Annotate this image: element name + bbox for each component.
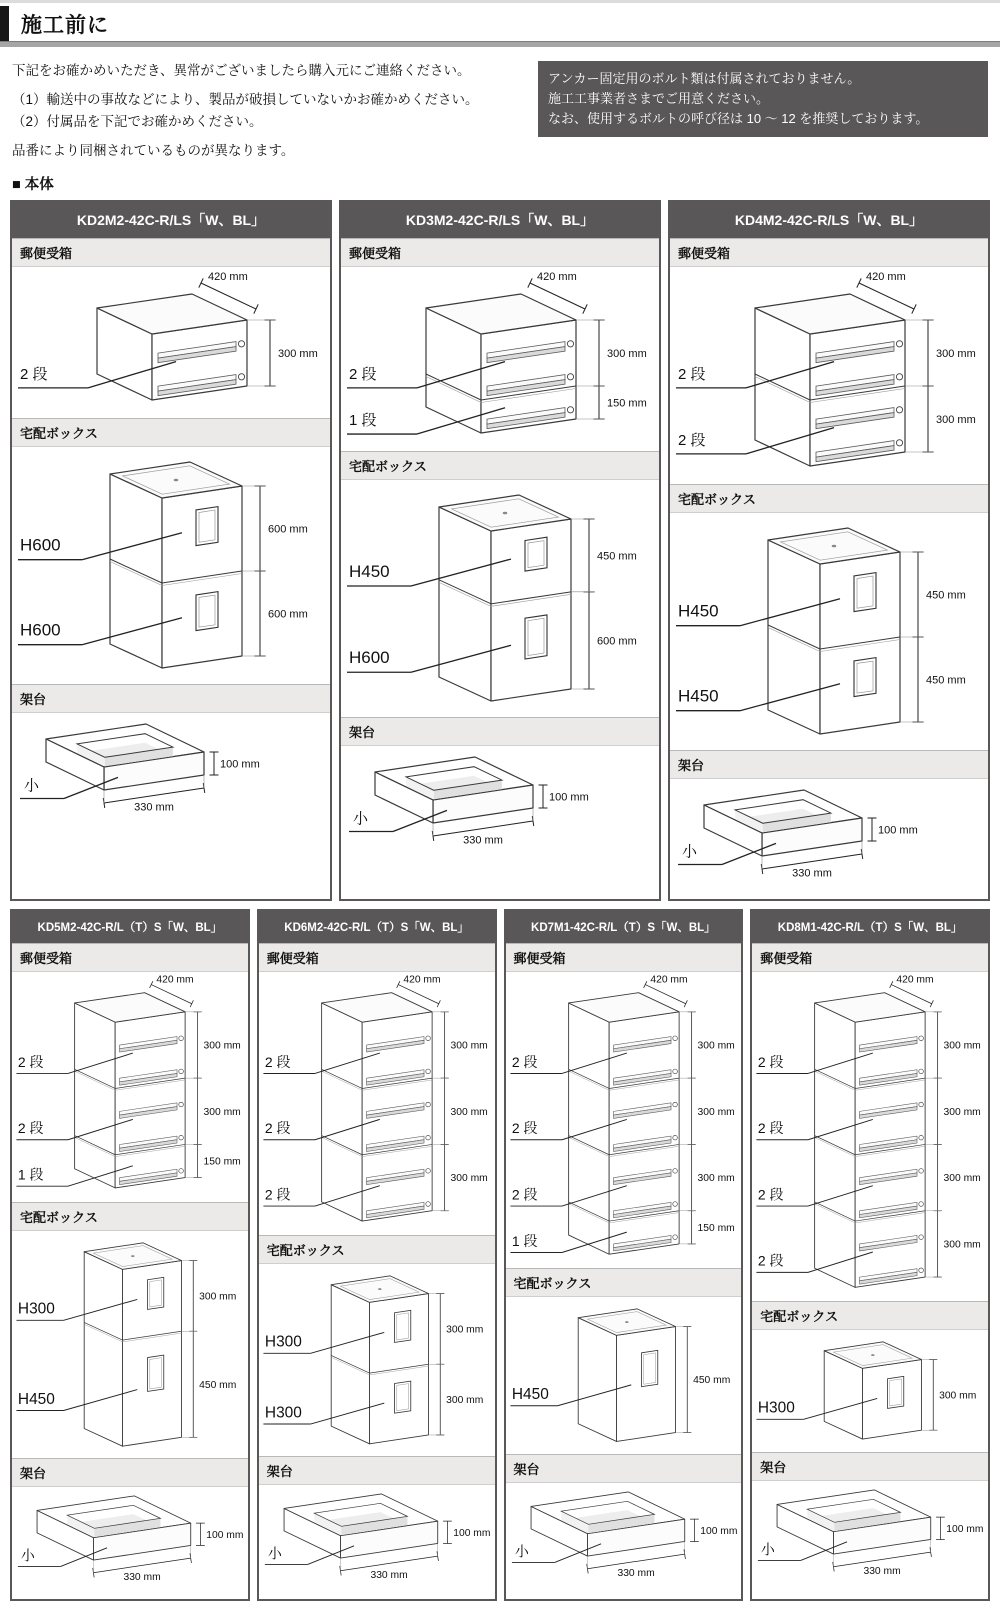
product-card (10, 200, 332, 901)
svg-text:300 mm: 300 mm (450, 1040, 488, 1052)
svg-text:2 段: 2 段 (511, 1186, 538, 1203)
stand-diagram (752, 1484, 988, 1591)
svg-text:H600: H600 (349, 648, 390, 668)
svg-text:300 mm: 300 mm (697, 1173, 735, 1185)
notice-line: 施工工事業者さまでご用意ください。 (548, 91, 770, 107)
mailbox-section-label: 郵便受箱 (752, 943, 988, 972)
stand-section-label: 架台 (12, 1458, 248, 1487)
svg-text:420 mm: 420 mm (156, 975, 194, 986)
svg-text:H300: H300 (264, 1404, 302, 1422)
svg-text:300 mm: 300 mm (607, 348, 647, 361)
svg-text:H450: H450 (17, 1390, 55, 1408)
stand-diagram (12, 1490, 248, 1597)
stand-section-label: 架台 (506, 1454, 742, 1483)
svg-text:300 mm: 300 mm (943, 1040, 981, 1052)
product-card (750, 909, 990, 1601)
mailbox-section-label: 郵便受箱 (259, 943, 495, 972)
mailbox-diagram (12, 975, 248, 1200)
svg-text:2 段: 2 段 (20, 366, 48, 384)
svg-text:450 mm: 450 mm (926, 589, 966, 602)
stand-section-label: 架台 (12, 684, 330, 713)
svg-text:420 mm: 420 mm (403, 975, 441, 986)
svg-text:2 段: 2 段 (758, 1252, 784, 1269)
svg-text:小: 小 (353, 810, 369, 828)
svg-text:420 mm: 420 mm (537, 271, 577, 284)
page-title: 施工前に (21, 14, 109, 37)
intro-line: （1）輸送中の事故などにより、製品が破損していないかお確かめください。 (12, 91, 479, 107)
svg-text:H600: H600 (20, 535, 61, 555)
stand-section-label: 架台 (752, 1452, 988, 1481)
delivery-section-body (259, 1264, 495, 1456)
intro-line: （2）付属品を下記でお確かめください。 (12, 114, 263, 130)
svg-text:2 段: 2 段 (17, 1120, 44, 1137)
svg-text:150 mm: 150 mm (697, 1223, 735, 1235)
product-card (10, 909, 250, 1601)
stand-diagram (670, 782, 990, 897)
stand-section-label: 架台 (341, 717, 659, 746)
svg-text:450 mm: 450 mm (926, 674, 966, 687)
mailbox-section-body (506, 972, 742, 1268)
intro-row (12, 61, 988, 163)
svg-text:H300: H300 (17, 1300, 55, 1318)
svg-text:300 mm: 300 mm (450, 1107, 488, 1119)
intro-text (12, 61, 520, 163)
svg-text:420 mm: 420 mm (866, 271, 906, 284)
delivery-section-label: 宅配ボックス (12, 1202, 248, 1231)
product-model-header: KD5M2-42C-R/L（T）S「W、BL」 (12, 911, 248, 943)
svg-text:100 mm: 100 mm (452, 1528, 491, 1540)
svg-text:420 mm: 420 mm (208, 271, 248, 284)
svg-text:150 mm: 150 mm (203, 1156, 241, 1168)
intro-line: 品番により同梱されているものが異なります。 (12, 142, 295, 158)
svg-text:330 mm: 330 mm (863, 1565, 901, 1577)
svg-text:330 mm: 330 mm (616, 1568, 655, 1580)
svg-text:2 段: 2 段 (758, 1120, 784, 1137)
notice-line: アンカー固定用のボルト類は付属されておりません。 (548, 71, 861, 86)
section-heading: ■ 本体 (12, 177, 54, 194)
product-model-header: KD3M2-42C-R/LS「W、BL」 (341, 202, 659, 238)
svg-text:300 mm: 300 mm (445, 1395, 484, 1407)
stand-diagram (506, 1486, 742, 1593)
svg-text:300 mm: 300 mm (939, 1390, 977, 1402)
svg-text:600 mm: 600 mm (268, 608, 308, 621)
svg-text:100 mm: 100 mm (206, 1530, 244, 1542)
product-model-header: KD8M1-42C-R/L（T）S「W、BL」 (752, 911, 988, 943)
product-card (257, 909, 497, 1601)
svg-text:300 mm: 300 mm (278, 348, 318, 361)
svg-text:H300: H300 (758, 1400, 796, 1418)
delivery-section-label: 宅配ボックス (259, 1235, 495, 1264)
stand-section-body (506, 1483, 742, 1599)
svg-text:小: 小 (267, 1545, 282, 1562)
svg-text:420 mm: 420 mm (649, 975, 688, 986)
svg-text:H450: H450 (511, 1386, 549, 1404)
svg-text:小: 小 (20, 1547, 35, 1564)
delivery-box-diagram (506, 1300, 742, 1452)
product-card (339, 200, 661, 901)
delivery-section-body (341, 480, 659, 717)
svg-text:150 mm: 150 mm (607, 397, 647, 410)
svg-text:小: 小 (514, 1543, 529, 1560)
mailbox-section-label: 郵便受箱 (12, 943, 248, 972)
delivery-section-label: 宅配ボックス (670, 484, 988, 513)
svg-text:300 mm: 300 mm (936, 414, 976, 427)
svg-text:100 mm: 100 mm (878, 824, 918, 837)
svg-text:小: 小 (682, 843, 698, 861)
intro-line: 下記をお確かめいただき、異常がございましたら購入元にご連絡ください。 (12, 63, 471, 78)
svg-text:100 mm: 100 mm (549, 791, 589, 804)
svg-text:2 段: 2 段 (349, 366, 377, 384)
notice-line: なお、使用するボルトの呼び径は 10 ～ 12 を推奨しております。 (548, 111, 929, 127)
stand-section-body (752, 1481, 988, 1599)
stand-section-label: 架台 (670, 750, 988, 779)
product-card (668, 200, 990, 901)
stand-section-body (259, 1485, 495, 1599)
svg-text:小: 小 (24, 777, 40, 795)
delivery-section-body (506, 1297, 742, 1454)
mailbox-section-label: 郵便受箱 (12, 238, 330, 267)
delivery-box-diagram (259, 1267, 495, 1454)
svg-text:2 段: 2 段 (264, 1054, 291, 1071)
mailbox-section-label: 郵便受箱 (506, 943, 742, 972)
delivery-box-diagram (12, 1234, 248, 1456)
svg-text:100 mm: 100 mm (220, 758, 260, 771)
product-model-header: KD6M2-42C-R/L（T）S「W、BL」 (259, 911, 495, 943)
product-card (504, 909, 744, 1601)
svg-text:450 mm: 450 mm (692, 1375, 730, 1387)
mailbox-section-body (12, 972, 248, 1202)
svg-text:330 mm: 330 mm (463, 834, 503, 847)
svg-text:420 mm: 420 mm (896, 975, 934, 986)
stand-diagram (341, 749, 661, 864)
svg-text:H450: H450 (678, 601, 719, 621)
product-row-2 (10, 909, 990, 1601)
svg-text:300 mm: 300 mm (445, 1324, 484, 1336)
svg-text:600 mm: 600 mm (268, 523, 308, 536)
mailbox-diagram (341, 270, 661, 449)
svg-text:H450: H450 (678, 686, 719, 706)
svg-text:300 mm: 300 mm (697, 1040, 735, 1052)
delivery-section-label: 宅配ボックス (752, 1301, 988, 1330)
svg-text:1 段: 1 段 (17, 1166, 44, 1183)
svg-text:330 mm: 330 mm (370, 1570, 408, 1582)
product-model-header: KD2M2-42C-R/LS「W、BL」 (12, 202, 330, 238)
svg-text:1 段: 1 段 (349, 412, 377, 430)
svg-text:600 mm: 600 mm (597, 635, 637, 648)
svg-text:300 mm: 300 mm (943, 1107, 981, 1119)
stand-diagram (259, 1488, 495, 1595)
svg-text:2 段: 2 段 (264, 1186, 291, 1203)
mailbox-diagram (752, 975, 988, 1299)
svg-text:2 段: 2 段 (17, 1054, 44, 1071)
svg-text:300 mm: 300 mm (450, 1173, 488, 1185)
title-underline (0, 41, 1000, 47)
svg-text:300 mm: 300 mm (199, 1291, 237, 1303)
svg-text:330 mm: 330 mm (123, 1572, 161, 1584)
svg-text:300 mm: 300 mm (203, 1107, 241, 1119)
svg-text:300 mm: 300 mm (936, 348, 976, 361)
mailbox-section-body (12, 267, 330, 418)
svg-text:300 mm: 300 mm (697, 1107, 735, 1119)
svg-text:100 mm: 100 mm (946, 1523, 984, 1535)
svg-text:330 mm: 330 mm (792, 867, 832, 880)
svg-text:450 mm: 450 mm (199, 1379, 237, 1391)
mailbox-diagram (506, 975, 742, 1266)
notice-box (538, 61, 988, 137)
svg-text:1 段: 1 段 (511, 1233, 538, 1250)
stand-diagram (12, 716, 332, 831)
stand-section-label: 架台 (259, 1456, 495, 1485)
svg-text:2 段: 2 段 (511, 1054, 538, 1071)
delivery-section-label: 宅配ボックス (341, 451, 659, 480)
svg-text:2 段: 2 段 (678, 432, 706, 450)
delivery-box-diagram (752, 1333, 988, 1449)
delivery-section-body (12, 1231, 248, 1458)
svg-text:2 段: 2 段 (264, 1120, 291, 1137)
stand-section-body (12, 1487, 248, 1599)
delivery-section-body (12, 447, 330, 684)
mailbox-diagram (670, 270, 990, 482)
mailbox-diagram (259, 975, 495, 1233)
svg-text:300 mm: 300 mm (943, 1173, 981, 1185)
svg-text:300 mm: 300 mm (203, 1040, 241, 1052)
svg-text:2 段: 2 段 (511, 1120, 538, 1137)
page-edge (0, 0, 1000, 3)
delivery-section-label: 宅配ボックス (12, 418, 330, 447)
svg-text:H600: H600 (20, 620, 61, 640)
svg-text:100 mm: 100 mm (699, 1525, 737, 1537)
mailbox-section-body (752, 972, 988, 1301)
product-model-header: KD4M2-42C-R/LS「W、BL」 (670, 202, 988, 238)
delivery-section-body (670, 513, 988, 750)
delivery-section-body (752, 1330, 988, 1451)
delivery-box-diagram (670, 516, 990, 748)
svg-text:H450: H450 (349, 562, 390, 582)
product-model-header: KD7M1-42C-R/L（T）S「W、BL」 (506, 911, 742, 943)
svg-text:2 段: 2 段 (758, 1186, 784, 1203)
product-row-1 (10, 200, 990, 901)
mailbox-section-label: 郵便受箱 (670, 238, 988, 267)
mailbox-section-body (670, 267, 988, 484)
stand-section-body (341, 746, 659, 899)
svg-text:450 mm: 450 mm (597, 550, 637, 563)
delivery-box-diagram (12, 450, 332, 682)
delivery-box-diagram (341, 483, 661, 715)
delivery-section-label: 宅配ボックス (506, 1268, 742, 1297)
stand-section-body (12, 713, 330, 899)
svg-text:2 段: 2 段 (758, 1054, 784, 1071)
mailbox-section-body (259, 972, 495, 1235)
svg-text:2 段: 2 段 (678, 366, 706, 384)
svg-text:330 mm: 330 mm (134, 801, 174, 814)
page-title-bar (0, 6, 1000, 41)
stand-section-body (670, 779, 988, 899)
svg-text:H300: H300 (264, 1333, 302, 1351)
mailbox-section-label: 郵便受箱 (341, 238, 659, 267)
mailbox-section-body (341, 267, 659, 451)
svg-text:300 mm: 300 mm (943, 1239, 981, 1251)
svg-text:小: 小 (761, 1541, 776, 1558)
mailbox-diagram (12, 270, 332, 416)
